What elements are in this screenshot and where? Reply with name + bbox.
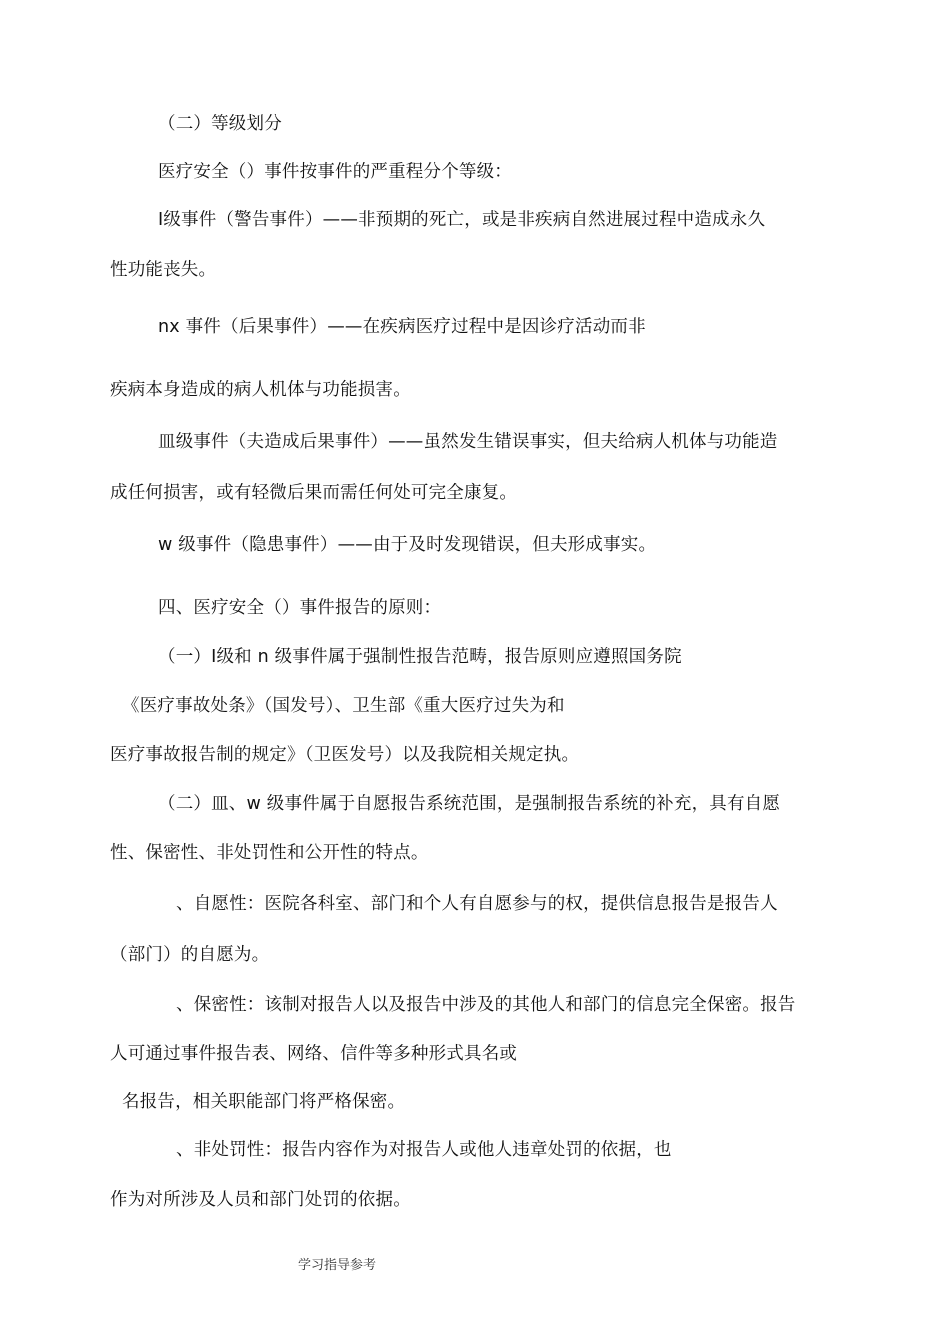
- paragraph-line: 、非处罚性：报告内容作为对报告人或他人违章处罚的依据，也: [176, 1140, 672, 1160]
- section-heading-grading: （二）等级划分: [158, 114, 282, 134]
- page-footer: 学习指导参考: [298, 1258, 377, 1273]
- paragraph-line: （一）Ⅰ级和 n 级事件属于强制性报告范畴，报告原则应遵照国务院: [158, 647, 682, 667]
- paragraph-line: 性功能丧失。: [110, 260, 217, 280]
- paragraph-line: （部门）的自愿为。: [110, 945, 270, 965]
- paragraph-line: （二）皿、w 级事件属于自愿报告系统范围，是强制报告系统的补充，具有自愿: [158, 794, 781, 814]
- paragraph-line: 《医疗事故处条》（国发号）、卫生部《重大医疗过失为和: [122, 696, 565, 716]
- paragraph-line: 、保密性：该制对报告人以及报告中涉及的其他人和部门的信息完全保密。报告: [176, 995, 796, 1015]
- paragraph-line: 皿级事件（夫造成后果事件）——虽然发生错误事实，但夫给病人机体与功能造: [158, 432, 778, 452]
- section-heading-principles: 四、医疗安全（）事件报告的原则：: [158, 598, 442, 618]
- paragraph-line: 、自愿性：医院各科室、部门和个人有自愿参与的权，提供信息报告是报告人: [176, 894, 778, 914]
- paragraph-line: 性、保密性、非处罚性和公开性的特点。: [110, 843, 429, 863]
- paragraph-line: 人可通过事件报告表、网络、信件等多种形式具名或: [110, 1044, 518, 1064]
- paragraph-line: 作为对所涉及人员和部门处罚的依据。: [110, 1190, 411, 1210]
- paragraph-line: 医疗安全（）事件按事件的严重程分个等级：: [158, 162, 512, 182]
- paragraph-line: nx 事件（后果事件）——在疾病医疗过程中是因诊疗活动而非: [158, 317, 646, 337]
- paragraph-line: w 级事件（隐患事件）——由于及时发现错误，但夫形成事实。: [158, 535, 657, 555]
- paragraph-line: 医疗事故报告制的规定》（卫医发号）以及我院相关规定执。: [110, 745, 580, 765]
- paragraph-line: 成任何损害，或有轻微后果而需任何处可完全康复。: [110, 483, 518, 503]
- paragraph-line: Ⅰ级事件（警告事件）——非预期的死亡，或是非疾病自然进展过程中造成永久: [158, 210, 766, 230]
- paragraph-line: 名报告，相关职能部门将严格保密。: [122, 1092, 406, 1112]
- paragraph-line: 疾病本身造成的病人机体与功能损害。: [110, 380, 411, 400]
